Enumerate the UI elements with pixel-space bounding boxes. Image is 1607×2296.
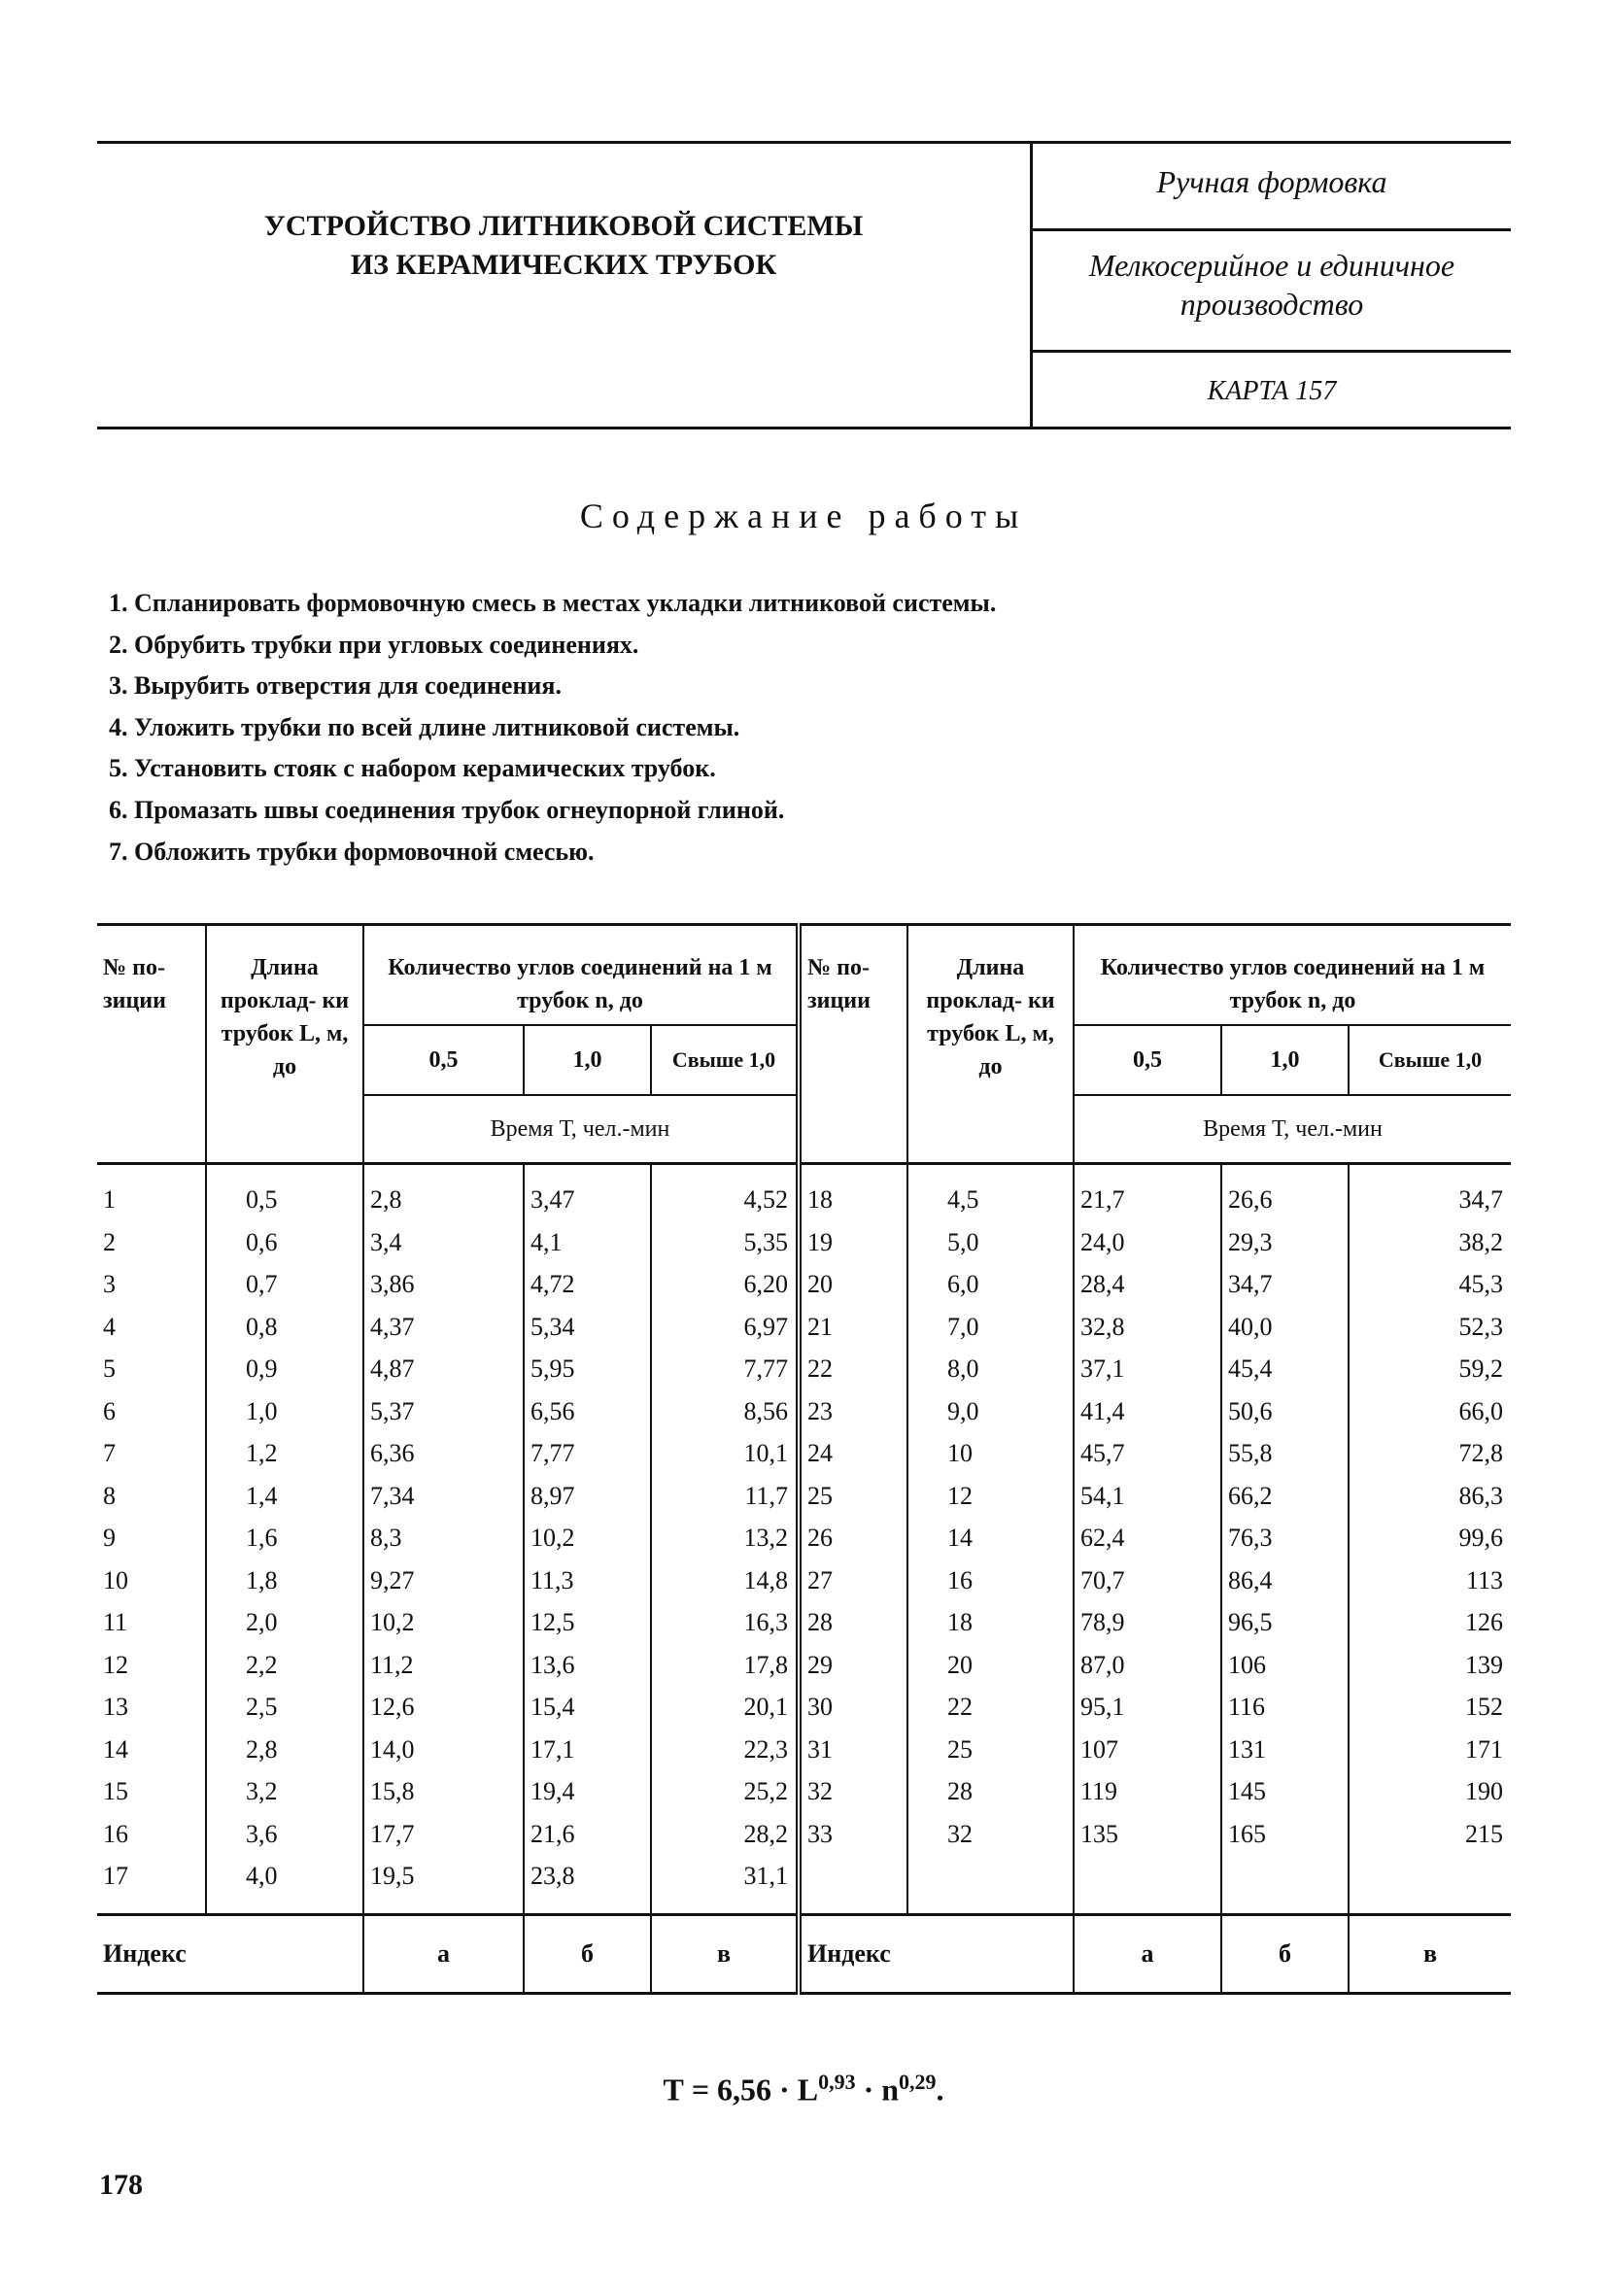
position-cell: 21 [799,1306,907,1349]
length-cell: 4,5 [907,1164,1074,1221]
time-cell: 4,72 [524,1263,651,1306]
table-row [97,1517,1511,1559]
work-steps-list [109,583,996,873]
time-cell: 34,7 [1458,1185,1503,1214]
time-cell: 3,47 [524,1164,651,1221]
time-cell: 55,8 [1221,1432,1349,1475]
time-cell: 10,2 [363,1601,524,1644]
index-b-right: б [1221,1914,1349,1993]
time-cell: 215 [1465,1819,1503,1848]
position-cell: 29 [799,1644,907,1687]
length-cell: 3,2 [206,1770,363,1813]
position-cell: 23 [799,1390,907,1433]
index-b: б [524,1914,651,1993]
length-cell: 20 [907,1644,1074,1687]
table-row [97,1263,1511,1306]
time-cell: 13,6 [524,1644,651,1687]
time-cell: 190 [1465,1777,1503,1805]
time-cell: 14,0 [363,1729,524,1771]
position-cell: 32 [799,1770,907,1813]
index-label: Индекс [97,1914,363,1993]
position-cell: 10 [97,1559,206,1602]
table-row [97,1644,1511,1687]
length-cell: 4,0 [206,1855,363,1914]
time-cell: 8,97 [524,1475,651,1518]
col-n-05-right: 0,5 [1074,1025,1221,1095]
time-cell: 145 [1221,1770,1349,1813]
formula-exp-n: 0,29 [899,2070,937,2094]
formula-end: . [936,2072,944,2108]
col-n-10-right: 1,0 [1221,1025,1349,1095]
length-cell: 8,0 [907,1348,1074,1390]
length-cell: 16 [907,1559,1074,1602]
position-cell: 14 [97,1729,206,1771]
position-cell: 25 [799,1475,907,1518]
position-cell: 12 [97,1644,206,1687]
table-row [97,1390,1511,1433]
header-top-rule [97,141,1511,144]
time-cell: 3,86 [363,1263,524,1306]
formula-exp-l: 0,93 [818,2070,856,2094]
index-row [97,1914,1511,1993]
time-cell: 106 [1221,1644,1349,1687]
length-cell: 10 [907,1432,1074,1475]
time-cell: 87,0 [1074,1644,1221,1687]
time-cell: 9,27 [363,1559,524,1602]
time-cell: 12,6 [363,1686,524,1729]
time-cell: 11,3 [524,1559,651,1602]
time-cell: 7,77 [651,1348,799,1390]
time-cell: 4,87 [363,1348,524,1390]
col-position: № по- зиции [97,925,206,1164]
position-cell: 31 [799,1729,907,1771]
position-cell: 4 [97,1306,206,1349]
length-cell: 25 [907,1729,1074,1771]
time-cell: 14,8 [651,1559,799,1602]
position-cell: 16 [97,1813,206,1856]
time-cell: 22,3 [651,1729,799,1771]
time-cell: 40,0 [1221,1306,1349,1349]
time-cell: 21,6 [524,1813,651,1856]
time-cell: 11,7 [651,1475,799,1518]
time-cell: 38,2 [1458,1227,1503,1256]
table-row [97,1601,1511,1644]
formula-base: Т = 6,56 · L [663,2072,819,2108]
time-cell: 41,4 [1074,1390,1221,1433]
length-cell: 1,6 [206,1517,363,1559]
title-line-1: УСТРОЙСТВО ЛИТНИКОВОЙ СИСТЕМЫ [263,210,864,242]
table-row [97,1475,1511,1518]
table-body [97,1164,1511,1915]
time-cell: 2,8 [363,1164,524,1221]
time-unit-label-right: Время Т, чел.-мин [1074,1095,1511,1164]
time-cell: 66,2 [1221,1475,1349,1518]
time-cell: 96,5 [1221,1601,1349,1644]
time-cell: 107 [1074,1729,1221,1771]
table-row [97,1221,1511,1264]
length-cell: 18 [907,1601,1074,1644]
page-number: 178 [99,2169,143,2201]
time-cell: 45,3 [1458,1270,1503,1298]
position-cell: 28 [799,1601,907,1644]
length-cell: 0,6 [206,1221,363,1264]
length-cell: 3,6 [206,1813,363,1856]
time-cell: 6,56 [524,1390,651,1433]
length-cell [907,1855,1074,1914]
time-cell: 12,5 [524,1601,651,1644]
time-cell: 70,7 [1074,1559,1221,1602]
position-cell: 22 [799,1348,907,1390]
time-cell: 54,1 [1074,1475,1221,1518]
time-cell: 10,2 [524,1517,651,1559]
time-cell: 34,7 [1221,1263,1349,1306]
section-title: Содержание работы [579,497,1028,535]
title-line-2: ИЗ КЕРАМИЧЕСКИХ ТРУБОК [350,249,777,281]
table-row [97,1432,1511,1475]
time-cell: 4,52 [651,1164,799,1221]
position-cell: 30 [799,1686,907,1729]
time-cell: 4,37 [363,1306,524,1349]
production-line-1: Мелкосерийное и единичное [1088,248,1455,283]
time-cell: 95,1 [1074,1686,1221,1729]
header-row-1 [97,925,1511,1026]
time-cell: 59,2 [1458,1354,1503,1383]
time-unit-label: Время Т, чел.-мин [363,1095,799,1164]
length-cell: 0,7 [206,1263,363,1306]
col-position-right: № по- зиции [799,925,907,1164]
time-cell: 131 [1221,1729,1349,1771]
col-length-right: Длина проклад- ки трубок L, м, до [907,925,1074,1164]
position-cell: 1 [97,1164,206,1221]
position-cell [799,1855,907,1914]
time-cell: 78,9 [1074,1601,1221,1644]
length-cell: 1,4 [206,1475,363,1518]
time-cell: 28,2 [651,1813,799,1856]
time-cell: 3,4 [363,1221,524,1264]
time-cell: 139 [1465,1650,1503,1679]
col-n-over-right: Свыше 1,0 [1349,1025,1511,1095]
time-cell: 13,2 [651,1517,799,1559]
position-cell: 8 [97,1475,206,1518]
table-row [97,1686,1511,1729]
time-cell: 135 [1074,1813,1221,1856]
time-cell: 171 [1465,1734,1503,1764]
index-v-right: в [1349,1914,1511,1993]
table-row [97,1855,1511,1914]
time-cell: 31,1 [651,1855,799,1914]
card-number: КАРТА 157 [1207,376,1337,406]
position-cell: 11 [97,1601,206,1644]
time-cell: 20,1 [651,1686,799,1729]
time-cell [1349,1855,1511,1914]
time-cell: 26,6 [1221,1164,1349,1221]
position-cell: 5 [97,1348,206,1390]
header-cell-rule-2 [1030,350,1511,353]
time-norms-table [97,923,1511,1995]
time-cell: 45,7 [1074,1432,1221,1475]
time-cell: 76,3 [1221,1517,1349,1559]
position-cell: 19 [799,1221,907,1264]
table-row [97,1348,1511,1390]
time-cell: 17,7 [363,1813,524,1856]
position-cell: 15 [97,1770,206,1813]
length-cell: 22 [907,1686,1074,1729]
time-cell: 52,3 [1458,1312,1503,1341]
time-cell: 45,4 [1221,1348,1349,1390]
length-cell: 1,2 [206,1432,363,1475]
length-cell: 2,0 [206,1601,363,1644]
position-cell: 20 [799,1263,907,1306]
length-cell: 32 [907,1813,1074,1856]
length-cell: 2,5 [206,1686,363,1729]
time-cell: 5,34 [524,1306,651,1349]
time-cell: 37,1 [1074,1348,1221,1390]
col-length: Длина проклад- ки трубок L, м, до [206,925,363,1164]
time-cell: 6,36 [363,1432,524,1475]
header-cell-rule-1 [1030,228,1511,231]
document-title [97,207,1030,285]
col-angles-right: Количество углов соединений на 1 м трубок n, до [1074,925,1511,1026]
position-cell: 7 [97,1432,206,1475]
index-a: а [363,1914,524,1993]
time-cell: 62,4 [1074,1517,1221,1559]
length-cell: 9,0 [907,1390,1074,1433]
index-a-right: а [1074,1914,1221,1993]
length-cell: 1,0 [206,1390,363,1433]
length-cell: 2,8 [206,1729,363,1771]
formula-mid: · n [855,2072,900,2108]
index-label-right: Индекс [799,1914,1074,1993]
length-cell: 12 [907,1475,1074,1518]
position-cell: 17 [97,1855,206,1914]
time-formula [0,2070,1607,2108]
time-cell: 4,1 [524,1221,651,1264]
time-cell: 66,0 [1458,1396,1503,1425]
time-cell: 21,7 [1074,1164,1221,1221]
card-header [97,141,1511,429]
table-row [97,1729,1511,1771]
col-angles: Количество углов соединений на 1 м трубок n, до [363,925,799,1026]
time-cell: 15,8 [363,1770,524,1813]
time-cell: 126 [1465,1608,1503,1636]
time-cell: 5,35 [651,1221,799,1264]
position-cell: 27 [799,1559,907,1602]
time-norms-table-wrapper [97,923,1511,1995]
position-cell: 13 [97,1686,206,1729]
position-cell: 9 [97,1517,206,1559]
time-cell: 29,3 [1221,1221,1349,1264]
time-cell: 8,3 [363,1517,524,1559]
time-cell: 24,0 [1074,1221,1221,1264]
time-cell: 6,97 [651,1306,799,1349]
time-cell: 50,6 [1221,1390,1349,1433]
header-bottom-rule [97,427,1511,429]
work-step: 3. Вырубить отверстия для соединения. [109,671,562,701]
length-cell: 14 [907,1517,1074,1559]
table-row [97,1559,1511,1602]
time-cell: 17,1 [524,1729,651,1771]
time-cell: 16,3 [651,1601,799,1644]
time-cell: 28,4 [1074,1263,1221,1306]
length-cell: 5,0 [907,1221,1074,1264]
time-cell: 25,2 [651,1770,799,1813]
method-label: Ручная формовка [1156,164,1387,199]
time-cell: 6,20 [651,1263,799,1306]
time-cell: 32,8 [1074,1306,1221,1349]
table-row [97,1306,1511,1349]
time-cell: 8,56 [651,1390,799,1433]
col-n-05: 0,5 [363,1025,524,1095]
production-type [1033,246,1511,324]
length-cell: 1,8 [206,1559,363,1602]
time-cell: 5,95 [524,1348,651,1390]
position-cell: 33 [799,1813,907,1856]
work-step: 4. Уложить трубки по всей длине литниковой системы. [109,712,740,741]
time-cell: 116 [1221,1686,1349,1729]
time-cell: 11,2 [363,1644,524,1687]
time-cell: 17,8 [651,1644,799,1687]
length-cell: 7,0 [907,1306,1074,1349]
production-line-2: производство [1180,287,1364,322]
time-cell: 19,5 [363,1855,524,1914]
time-cell: 86,3 [1458,1481,1503,1510]
time-cell: 7,77 [524,1432,651,1475]
length-cell: 0,5 [206,1164,363,1221]
time-cell [1074,1855,1221,1914]
work-step: 2. Обрубить трубки при угловых соединениях. [109,630,639,659]
table-row [97,1813,1511,1856]
index-v: в [651,1914,799,1993]
time-cell: 113 [1465,1565,1503,1594]
time-cell: 72,8 [1458,1439,1503,1467]
col-n-over: Свыше 1,0 [651,1025,799,1095]
time-cell: 165 [1221,1813,1349,1856]
position-cell: 6 [97,1390,206,1433]
work-step: 1. Спланировать формовочную смесь в местах укладки литниковой системы. [109,589,997,617]
work-step: 7. Обложить трубки формовочной смесью. [109,837,595,866]
length-cell: 2,2 [206,1644,363,1687]
position-cell: 24 [799,1432,907,1475]
time-cell: 119 [1074,1770,1221,1813]
time-cell: 152 [1465,1693,1503,1721]
table-row [97,1164,1511,1221]
length-cell: 28 [907,1770,1074,1813]
time-cell: 23,8 [524,1855,651,1914]
length-cell: 6,0 [907,1263,1074,1306]
time-cell: 86,4 [1221,1559,1349,1602]
time-cell: 7,34 [363,1475,524,1518]
col-n-10: 1,0 [524,1025,651,1095]
position-cell: 18 [799,1164,907,1221]
length-cell: 0,8 [206,1306,363,1349]
table-row [97,1770,1511,1813]
position-cell: 2 [97,1221,206,1264]
time-cell: 15,4 [524,1686,651,1729]
position-cell: 3 [97,1263,206,1306]
time-cell: 5,37 [363,1390,524,1433]
length-cell: 0,9 [206,1348,363,1390]
time-cell: 10,1 [651,1432,799,1475]
time-cell [1221,1855,1349,1914]
time-cell: 19,4 [524,1770,651,1813]
work-step: 6. Промазать швы соединения трубок огнеупорной глиной. [109,795,785,824]
time-cell: 99,6 [1458,1524,1503,1552]
work-step: 5. Установить стояк с набором керамических трубок. [109,754,716,783]
position-cell: 26 [799,1517,907,1559]
